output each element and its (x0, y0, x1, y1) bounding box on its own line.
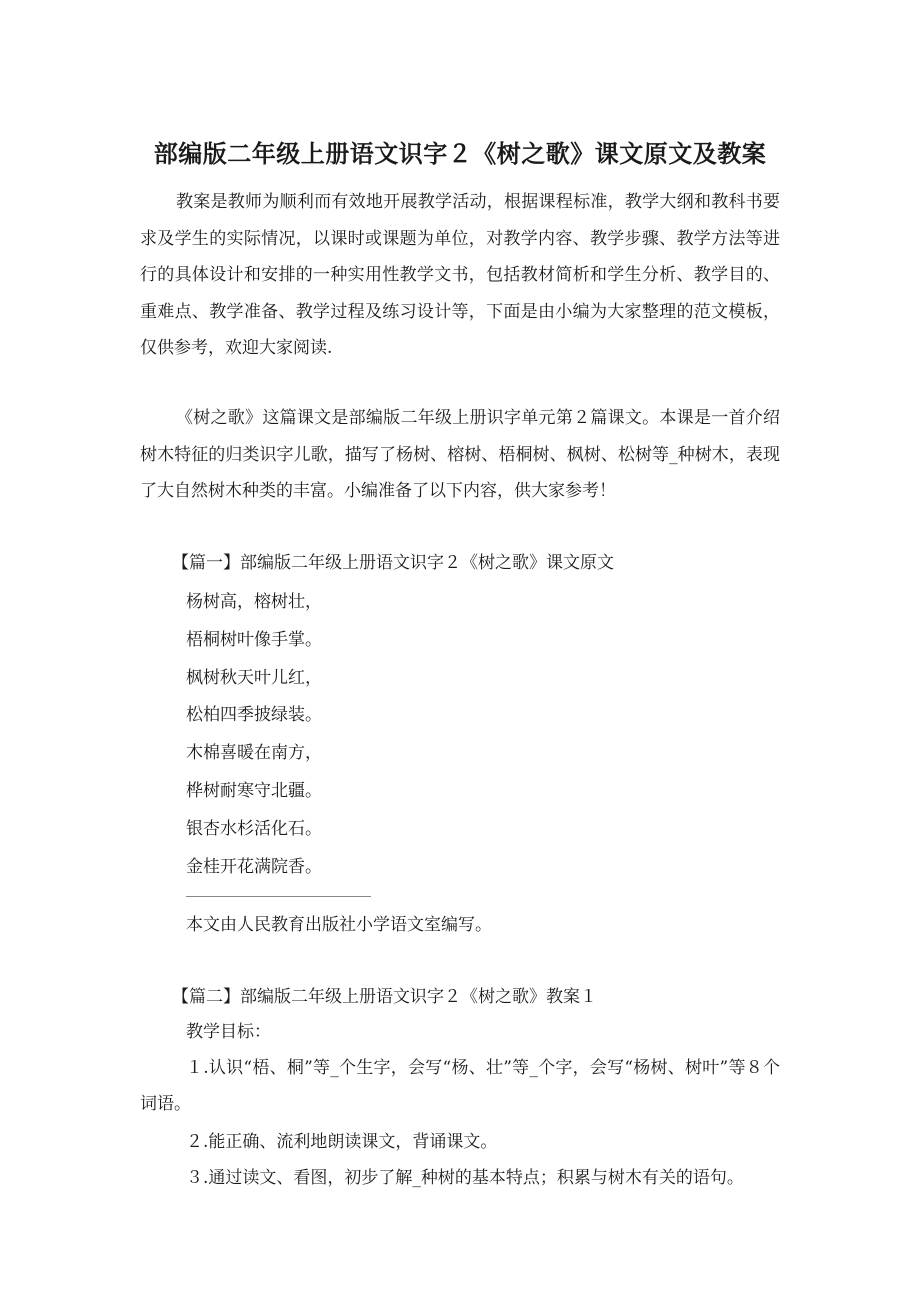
poem-line: 银杏水杉活化石。 (186, 818, 322, 839)
document-title: 部编版二年级上册语文识字２《树之歌》课文原文及教案 (153, 139, 767, 168)
poem-line: 金桂开花满院香。 (186, 856, 322, 877)
teaching-goal-item: １.认识“梧、桐”等_个生字，会写“杨、壮”等_个字，会写“杨树、树叶”等８个词语。 (140, 1058, 780, 1114)
section1-heading: 【篇一】部编版二年级上册语文识字２《树之歌》课文原文 (172, 553, 614, 573)
intro-paragraph: 教案是教师为顺利而有效地开展教学活动，根据课程标准，教学大纲和教科书要求及学生的实际情况，以课时或课题为单位，对教学内容、教学步骤、教学方法等进行的具体设计和安排的一种实用性教学文书，包括教材简析和学生分析、教学目的、重难点、教学准备、教学过程及练习设计等，下面是由小编为大家整理的范文模板，仅供参考，欢迎大家阅读. (140, 192, 780, 358)
poem (186, 584, 322, 886)
poem-line: 木棉喜暖在南方， (186, 743, 322, 764)
footnote-divider (186, 896, 371, 897)
poem-line: 杨树高，榕树壮， (186, 592, 322, 612)
teaching-goals-label: 教学目标： (186, 1022, 271, 1042)
poem-line: 梧桐树叶像手掌。 (186, 629, 322, 650)
summary-paragraph: 《树之歌》这篇课文是部编版二年级上册识字单元第２篇课文。本课是一首介绍树木特征的归类识字儿歌，描写了杨树、榕树、梧桐树、枫树、松树等_种树木，表现了大自然树木种类的丰富。小编准备了以下内容，供大家参考！ (140, 408, 780, 501)
section2-heading: 【篇二】部编版二年级上册语文识字２《树之歌》教案１ (172, 987, 597, 1007)
poem-line: 松柏四季披绿装。 (186, 705, 322, 726)
publisher-note: 本文由人民教育出版社小学语文室编写。 (186, 915, 492, 935)
teaching-goal-item: ２.能正确、流利地朗读课文，背诵课文。 (186, 1132, 498, 1152)
poem-line: 枫树秋天叶儿红， (186, 667, 322, 688)
teaching-goal-item: ３.通过读文、看图，初步了解_种树的基本特点；积累与树木有关的语句。 (186, 1168, 744, 1188)
poem-line: 桦树耐寒守北疆。 (186, 780, 322, 801)
